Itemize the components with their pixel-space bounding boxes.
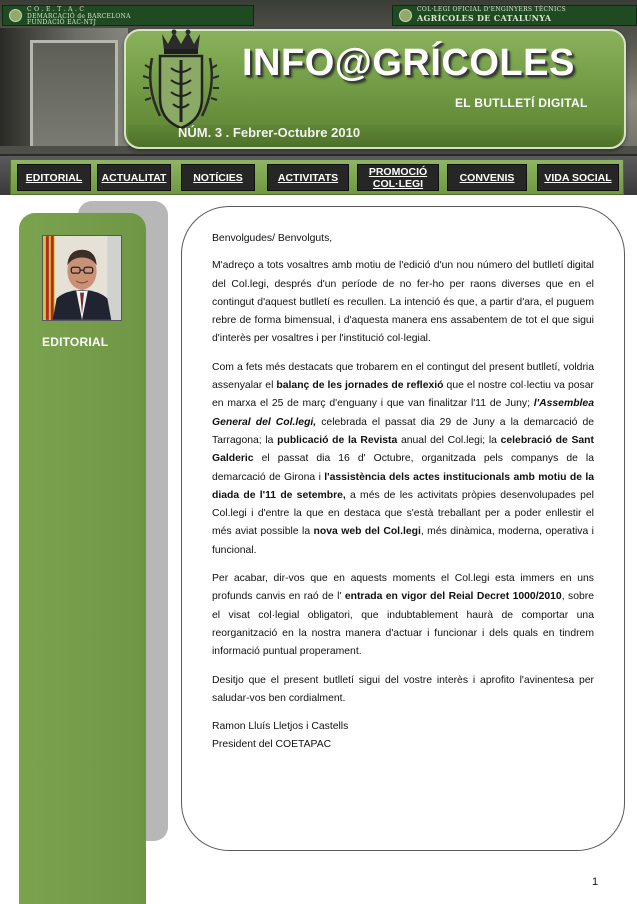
nav-item-noticies[interactable]: NOTÍCIES — [181, 164, 255, 191]
plaque-left-line3: FUNDACIÓ EAC-NTJ — [27, 19, 97, 26]
text-run: Per acabar, dir-vos que en aquests moments el Col.legi esta immers en uns profunds canvis en raó de l' — [212, 573, 594, 603]
text-run: que el nostre col·lectiu va posar en marxa el 25 de març d'enguany i que van finalitzar l'11 de Juny; — [212, 380, 594, 410]
greeting: Benvolgudes/ Benvolguts, — [212, 233, 333, 244]
seal-icon — [9, 9, 22, 22]
paragraph-4: Desitjo que el present butlletí sigui del vostre interès i aprofito l'avinentesa per saludar-vos ben cordialment. — [212, 674, 594, 704]
highlight-text: l'assistència dels actes institucionals amb motiu de la diada de l'11 de setembre, — [212, 471, 595, 501]
highlight-text: l'Assemblea General del Col.legi, — [212, 398, 594, 428]
text-run: a més de les activitats pròpies desenvolupades pel Col.legi i d'entre la que en destaca que s'està treballant per a poder enllestir el més aviat possible la — [212, 489, 594, 538]
text-run: celebrada el passat dia 29 de Juny a la demarcació de Tarragona; la — [212, 416, 594, 446]
plaque-left — [2, 5, 254, 26]
highlight-text: celebració de Sant Galderic — [212, 434, 594, 465]
signature-role: President del COETAPAC — [212, 739, 332, 751]
plaque-left-line1: C O . E . T . A . C — [27, 6, 85, 13]
highlight-text: entrada en vigor del Reial Decret 1000/2010 — [344, 591, 562, 603]
issue-label: NÚM. 3 . Febrer-Octubre 2010 — [178, 125, 361, 140]
plaque-left-line2: DEMARCACIÓ de BARCELONA — [27, 12, 131, 20]
plaque-right-line2: AGRÍCOLES DE CATALUNYA — [417, 12, 552, 23]
nav-item-promocio-collegi[interactable]: PROMOCIÓ COL·LEGI — [357, 164, 439, 191]
text-run: Com a fets més destacats que trobarem en el contingut del present butlletí, voldria assenyalar el — [212, 361, 594, 392]
nav-item-vida-social[interactable]: VIDA SOCIAL — [537, 164, 619, 191]
nav-item-editorial[interactable]: EDITORIAL — [17, 164, 91, 191]
nav-item-convenis[interactable]: CONVENIS — [447, 164, 527, 191]
plaque-right — [392, 5, 637, 26]
highlight-text: publicació de la Revista — [277, 434, 398, 446]
signature-name: Ramon Lluís Lletjos i Castells — [212, 721, 349, 733]
nav-inner — [10, 159, 624, 195]
text-run: el passat dia 16 d' Octubre, organitzada pels companys de la demarcació de Girona i — [212, 453, 594, 483]
paragraph-2 — [212, 359, 594, 560]
subtitle: EL BUTLLETÍ DIGITAL — [455, 96, 588, 110]
building-door — [30, 40, 118, 158]
page-number: 1 — [592, 876, 599, 888]
crest-icon — [138, 28, 224, 132]
sidebar-title: EDITORIAL — [42, 335, 109, 349]
paragraph-1: M'adreço a tots vosaltres amb motiu de l'edició d'un nou número del butlletí digital del Col.legi, després d'un període de no fer-ho per raons diverses que en el contingut d'aquest butlletí es recullen. La intenció és que, a partir d'ara, el puguem rebre de forma bimensual, i d'aquesta manera ens assabentem de tot el que sigui d'interès per vosaltres i per l'institució col·legial. — [212, 260, 594, 345]
text-run: anual del Col.legi; la — [397, 434, 501, 446]
nav-bar — [0, 154, 637, 195]
page-title: INFO@GRÍCOLES — [242, 42, 575, 84]
text-run: , sobre el visat col·legial obligatori, que indubtablement haurà de comportar una reorganització en la nostra manera d'actuar i funcionar i dels quals en tindrem informació puntual properament. — [212, 591, 594, 658]
highlight-text: balanç de les jornades de reflexió — [276, 380, 444, 392]
seal-icon — [399, 9, 412, 22]
author-portrait — [42, 235, 122, 321]
plaque-right-line1: COL·LEGI OFICIAL D'ENGINYERS TÈCNICS — [417, 6, 566, 13]
nav-item-activitats[interactable]: ACTIVITATS — [267, 164, 349, 191]
nav-item-actualitat[interactable]: ACTUALITAT — [97, 164, 171, 191]
paragraph-3 — [212, 570, 594, 661]
editorial-letter — [212, 230, 594, 755]
text-run: , més dinàmica, moderna, operativa i funcional. — [212, 526, 594, 556]
highlight-text: nova web del Col.legi — [313, 526, 421, 538]
